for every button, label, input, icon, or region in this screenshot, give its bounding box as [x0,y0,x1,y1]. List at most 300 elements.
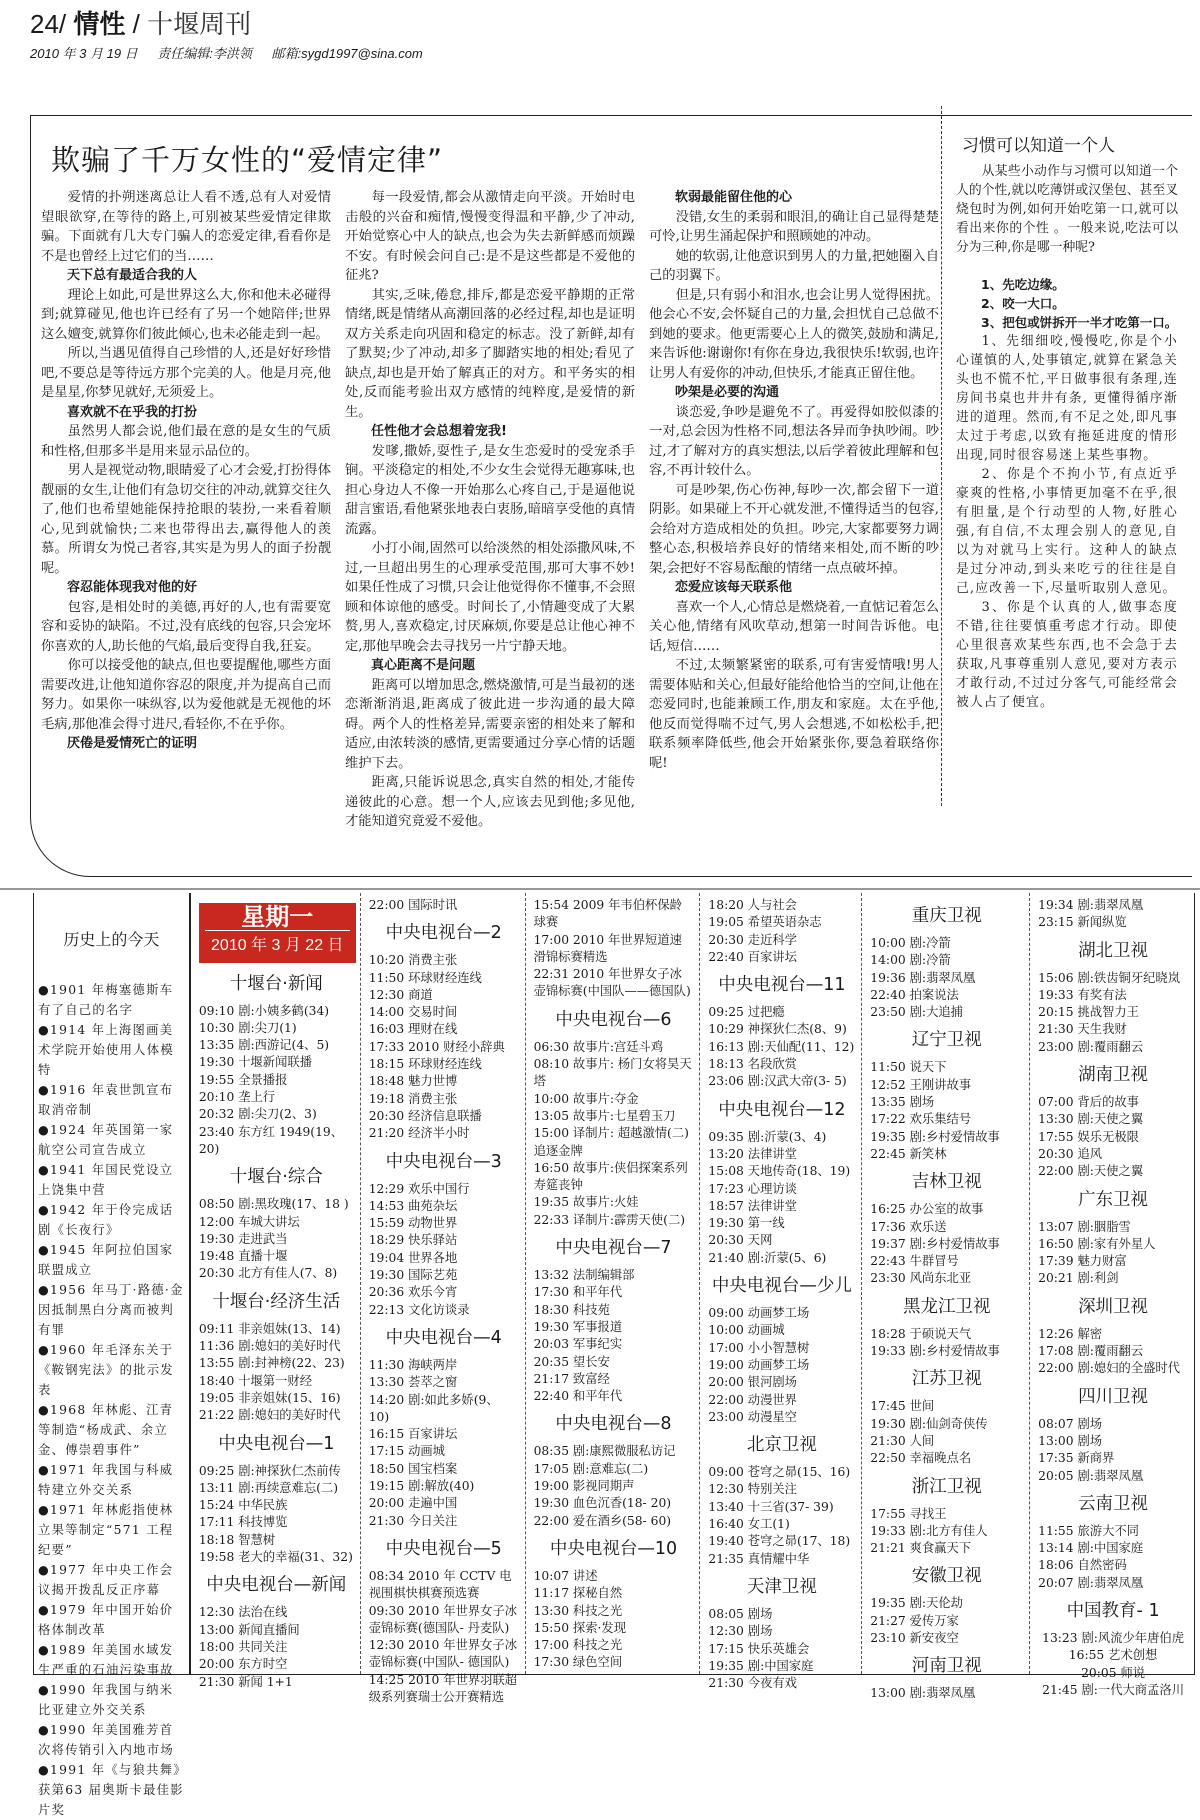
program-item: 22:00 剧:天使之翼 [1038,1164,1144,1179]
program-item: 17:00 科技之光 [533,1638,623,1653]
program-item: 20:07 剧:翡翠凤凰 [1038,1575,1144,1590]
program-item: 13:11 剧:再续意难忘(二) [198,1480,339,1495]
program-item: 18:48 魅力世博 [368,1074,458,1089]
program-item: 21:22 剧:媳妇的美好时代 [198,1408,341,1423]
channel-name: 十堰台·综合 [229,1167,323,1188]
program-item: 19:30 走进武当 [198,1231,288,1246]
program-item: 23:00 剧:覆雨翻云 [1038,1039,1144,1054]
channel-block [199,1574,354,1690]
program-item: 22:13 文化访谈录 [368,1302,470,1317]
article-paragraph: 她的软弱,让他意识到男人的力量,把她圈入自己的羽翼下。 [649,248,939,283]
program-item: 12:00 车城大讲坛 [198,1214,300,1229]
article-paragraph: 但是,只有弱小和泪水,也会让男人觉得困扰。他会心不安,会怀疑自己的力量,会担忧自己总做不到她的要求。他更需要心上人的微笑,鼓励和满足,来告诉他:谢谢你!有你在身边,我很快乐!软弱,也许让男人有爱你的冲动,但快乐,才能真正留住他。 [649,287,939,381]
program-item: 20:30 经济信息联播 [368,1108,482,1123]
article-columns [41,188,953,832]
program-item: 14:20 剧:如此多娇(9、10) [368,1392,499,1424]
program-item: 16:40 女工(1) [708,1517,790,1532]
email: 邮箱:sygd1997@sina.com [271,46,423,61]
program-item: 19:30 国际艺苑 [368,1268,458,1283]
article-subheading: 任性他才会总想着宠我! [371,424,507,439]
sidebar-paragraph: 2、你是个不拘小节,有点近乎豪爽的性格,小事情更加毫不在乎,很有胆量,是个行动型的人物,好胜心强,有自信,不太理会别人的意见,自以为对就马上实行。这种人的缺点是过分冲动,到头来吃亏的往往是自己,应改善一下,尽量听取别人意见。 [956,467,1178,596]
program-item: 15:54 2009 年韦伯杯保龄球赛 [533,898,682,930]
article-paragraph: 没错,女生的柔弱和眼泪,的确让自己显得楚楚可怜,让男生涌起保护和照顾她的冲动。 [649,209,939,244]
program-item: 13:30 科技之光 [533,1603,623,1618]
channel-name: 四川卫视 [1078,1386,1149,1407]
program-item: 16:03 理财在线 [368,1022,458,1037]
program-item: 18:20 人与社会 [708,898,797,912]
history-item: ●1977 年中央工作会议揭开拨乱反正序幕 [38,1563,174,1597]
program-item: 21:20 经济半小时 [368,1126,470,1141]
history-item: ●1945 年阿拉伯国家联盟成立 [38,1243,174,1277]
article-title: 欺骗了千万女性的“爱情定律” [51,143,444,177]
article-paragraph: 虽然男人都会说,他们最在意的是女生的气质和性格,但那多半是用来显示品位的。 [41,424,331,459]
program-item: 19:37 剧:乡村爱情故事 [870,1236,1000,1251]
program-item: 23:30 风尚东北亚 [870,1271,972,1286]
channel-name: 中央电视台—1 [218,1433,335,1454]
channel-name: 中国教育- 1 [1066,1601,1160,1622]
program-item: 22:00 爱在酒乡(58- 60) [533,1513,672,1528]
tv-column [526,893,701,1674]
article-column [649,188,939,832]
program-item: 16:25 办公室的故事 [870,1202,984,1217]
channel-name: 中央电视台—新闻 [206,1575,347,1596]
article-column [41,188,331,832]
article-paragraph: 所以,当遇见值得自己珍惜的人,还是好好珍惜吧,不要总是等待远方那个完美的人。他是月亮,他是星星,你梦见就好,无须爱上。 [41,346,331,400]
channel-name: 浙江卫视 [911,1476,982,1497]
day-banner [199,903,356,963]
sidebar-options [956,275,1178,332]
program-item: 13:00 剧场 [1038,1433,1103,1448]
program-item: 13:30 荟萃之窗 [368,1375,458,1390]
sidebar-title: 习惯可以知道一个人 [962,136,1115,156]
program-item: 14:25 2010 年世界羽联超级系列赛瑞士公开赛精选 [368,1672,518,1704]
section-name: 情性 [73,10,126,40]
program-item: 17:35 新商界 [1038,1451,1115,1466]
tv-column [700,893,862,1691]
program-item: 17:45 世间 [870,1399,935,1414]
article-subheading: 恋爱应该每天联系他 [675,580,793,595]
channel-name: 吉林卫视 [911,1172,982,1193]
program-item: 14:00 交易时间 [368,1005,458,1020]
article-paragraph: 喜欢一个人,心情总是燃烧着,一直惦记着怎么关心他,情绪有风吹草动,想第一时间告诉他。电话,短信…… [649,599,939,654]
program-item: 12:30 特别关注 [708,1482,797,1497]
program-item: 17:15 动画城 [368,1444,445,1459]
program-item: 22:45 新笑林 [870,1146,947,1161]
history-item: ●1971 年林彪指使林立果等制定“571 工程纪要” [38,1503,174,1557]
article-subheading: 厌倦是爱情死亡的证明 [67,736,198,751]
program-item: 13:00 剧:翡翠凤凰 [870,1686,976,1701]
program-item: 20:05 师说 [1081,1665,1146,1680]
program-item: 09:10 剧:小姨多鹤(34) [198,1003,330,1018]
program-item: 18:13 名段欣赏 [708,1057,797,1072]
program-item: 19:34 剧:翡翠凤凰 [1038,898,1144,912]
channel-block [369,922,519,1142]
program-item: 12:26 解密 [1038,1326,1103,1341]
article-subheading: 容忍能体现我对他的好 [67,580,198,595]
channel-block [369,897,519,914]
program-item: 19:35 剧:乡村爱情故事 [870,1129,1000,1144]
program-item: 20:30 走近科学 [708,932,797,947]
program-item: 20:05 剧:翡翠凤凰 [1038,1468,1144,1483]
article-subheading: 天下总有最适合我的人 [67,268,198,283]
channel-block [1038,1493,1188,1592]
program-item: 16:50 故事片:侠侣探案系列寿筵丧钟 [533,1160,688,1193]
channel-block [1038,1296,1188,1378]
article-paragraph: 不过,太频繁紧密的联系,可有害爱情哦!男人需要体贴和关心,但最好能给他恰当的空间,让他在恋爱同时,也能兼顾工作,朋友和家庭。太在乎他,他反而觉得喘不过气,男人会想逃,不如松松手,把联系频率降低些,他会开始紧张你,要急着联络你呢! [649,658,939,771]
program-item: 23:15 新闻纵览 [1038,915,1127,930]
program-item: 22:00 国际时讯 [368,898,458,912]
dashed-divider [941,106,942,806]
program-item: 08:07 剧场 [1038,1416,1103,1431]
program-item: 15:00 译制片: 超越激情(二)追逐金牌 [533,1126,689,1158]
program-item: 23:50 剧:大追捕 [870,1005,963,1020]
channel-name: 湖北卫视 [1078,940,1149,961]
program-item: 17:00 2010 年世界短道速滑锦标赛精选 [533,932,682,964]
history-item: ●1914 年上海图画美术学院开始使用人体模特 [38,1023,174,1077]
history-item: ●1956 年马丁·路德·金因抵制黑白分离而被判有罪 [38,1283,184,1337]
program-item: 16:55 艺术创想 [1068,1648,1158,1663]
program-item: 19:35 剧:中国家庭 [708,1658,814,1673]
channel-name: 中央电视台—4 [385,1327,502,1348]
channel-name: 十堰台·经济生活 [212,1291,341,1312]
program-item: 06:30 故事片:宫廷斗鸡 [533,1039,664,1054]
program-item: 13:14 剧:中国家庭 [1038,1541,1144,1556]
weekday: 星期一 [205,909,350,931]
history-item: ●1979 年中国开始价格体制改革 [38,1603,174,1637]
program-item: 18:50 国宝档案 [368,1461,458,1476]
channel-block [870,1655,1023,1702]
program-item: 17:30 绿色空间 [533,1655,623,1670]
program-item: 19:48 直播十堰 [198,1249,288,1264]
program-item: 13:40 十三省(37- 39) [708,1499,834,1514]
program-item: 19:30 剧:仙剑奇侠传 [870,1416,988,1431]
article-column [345,188,635,832]
program-item: 16:13 剧:天仙配(11、12) [708,1039,855,1054]
sidebar-option: 3、把包或饼拆开一半才吃第一口。 [981,315,1178,330]
article-subheading: 软弱最能留住他的心 [675,190,793,205]
channel-block [199,973,354,1159]
history-item: ●1991 年《与狼共舞》获第63 届奥斯卡最佳影片奖 [38,1763,184,1817]
program-item: 20:15 挑战智力王 [1038,1005,1139,1020]
history-item: ●1968 年林彪、江青等制造“杨成武、余立金、傅崇碧事件” [38,1403,174,1457]
editor: 责任编辑:李洪领 [157,46,252,61]
program-item: 21:30 今夜有戏 [708,1676,797,1691]
program-item: 21:17 致富经 [533,1371,610,1386]
channel-block [870,905,1023,1021]
program-item: 11:36 剧:媳妇的美好时代 [198,1339,341,1354]
program-item: 22:40 百家讲坛 [708,949,797,964]
channel-name: 中央电视台—3 [385,1151,502,1172]
program-item: 17:39 魅力财富 [1038,1254,1127,1269]
tv-listings [33,893,1195,1817]
history-item: ●1960 年毛泽东关于《鞍钢宪法》的批示发表 [38,1343,174,1397]
channel-name: 安徽卫视 [911,1566,982,1587]
channel-name: 中央电视台—10 [549,1538,678,1559]
program-item: 19:30 血色沉香(18- 20) [533,1496,672,1511]
channel-block [870,1296,1023,1361]
program-item: 20:32 剧:尖刀(2、3) [198,1107,317,1122]
program-item: 21:35 真情耀中华 [708,1551,810,1566]
program-item: 20:00 走遍中国 [368,1496,458,1511]
tv-column [191,893,361,1689]
program-item: 13:05 故事片:七星碧玉刀 [533,1108,676,1123]
channel-name: 深圳卫视 [1078,1296,1149,1317]
channel-name: 中央电视台—7 [555,1238,672,1259]
masthead [30,8,439,62]
program-item: 20:21 剧:利剑 [1038,1271,1119,1286]
program-item: 22:40 和平年代 [533,1389,623,1404]
program-item: 17:55 寻找王 [870,1506,947,1521]
channel-block [199,1433,354,1567]
history-item: ●1990 年美国雅芳首次将传销引入内地市场 [38,1723,174,1757]
article-paragraph: 爱情的扑朔迷离总让人看不透,总有人对爱情望眼欲穿,在等待的路上,可别被某些爱情定律欺骗。下面就有几大专门骗人的恋爱定律,看看你是不是也曾经上过它们的当…… [41,190,331,264]
program-item: 19:36 剧:翡翠凤凰 [870,970,976,985]
channel-name: 广东卫视 [1078,1189,1149,1210]
channel-block [534,1237,694,1405]
program-item: 13:35 剧:西游记(4、5) [198,1038,330,1053]
program-item: 15:24 中华民族 [198,1498,288,1513]
history-item: ●1989 年美国水域发生严重的石油污染事故 [38,1643,174,1677]
program-item: 08:05 剧场 [708,1606,773,1621]
history-item: ●1971 年我国与科威特建立外交关系 [38,1463,174,1497]
article-paragraph: 其实,乏味,倦怠,排斥,都是恋爱平静期的正常情绪,既是情绪从高潮回落的必经过程,却也是证明双方关系走向巩固和稳定的标志。没了新鲜,却有了默契;少了冲动,却多了脚踏实地的相处;看见了缺点,却也是开始了解真正的对方。和平务实的相处,反而能考验出双方感情的纯粹度,是爱情的新生。 [345,287,635,420]
program-item: 11:30 海峡两岸 [368,1357,458,1372]
program-item: 17:11 科技博览 [198,1515,288,1530]
program-item: 19:40 苍穹之昴(17、18) [708,1534,851,1549]
history-item: ●1901 年梅塞德斯车有了自己的名字 [38,983,174,1017]
program-item: 19:05 非亲姐妹(15、16) [198,1390,341,1405]
program-item: 17:00 小小智慧树 [708,1340,810,1355]
sidebar-article [956,131,1178,712]
program-item: 13:20 法律讲堂 [708,1146,797,1161]
program-item: 19:15 剧:解放(40) [368,1479,475,1494]
article-paragraph: 小打小闹,固然可以给淡然的相处添撒风味,不过,一旦超出男生的心理承受范围,那可大事不妙!如果任性成了习惯,只会让他觉得你不懂事,不会照顾和体谅他的感受。时间长了,小情趣变成了大累赘,男人,喜欢稳定,讨厌麻烦,你要是总让他心神不定,那他早晚会去寻找另一片宁静天地。 [345,541,635,654]
channel-block [708,1275,855,1426]
program-item: 20:00 银河剧场 [708,1375,797,1390]
program-item: 09:25 过把瘾 [708,1005,785,1020]
program-item: 22:33 译制片:霹雳天使(二) [533,1212,686,1227]
sidebar-option: 1、先吃边缘。 [981,277,1065,292]
program-item: 19:55 全景播报 [198,1072,288,1087]
program-item: 18:15 环球财经连线 [368,1057,482,1072]
program-item: 10:29 神探狄仁杰(8、9) [708,1022,847,1037]
program-item: 22:31 2010 年世界女子冰壶锦标赛(中国队——德国队) [533,967,691,999]
channel-name: 中央电视台—少儿 [711,1276,852,1297]
program-item: 19:30 第一线 [708,1216,785,1231]
program-item: 12:30 2010 年世界女子冰壶锦标赛(中国队- 德国队) [368,1638,518,1670]
program-item: 08:35 剧:康熙微服私访记 [533,1444,676,1459]
channel-block [870,1368,1023,1467]
main-article [30,115,1192,877]
program-item: 19:30 十堰新闻联播 [198,1055,312,1070]
program-item: 23:00 动漫星空 [708,1409,797,1424]
program-item: 20:30 北方有佳人(7、8) [198,1266,338,1281]
program-item: 17:36 欢乐送 [870,1219,947,1234]
article-subheading: 真心距离不是问题 [371,658,476,673]
program-item: 15:59 动物世界 [368,1216,458,1231]
program-item: 11:50 环球财经连线 [368,970,482,985]
program-item: 09:30 2010 年世界女子冰壶锦标赛(德国队- 丹麦队) [368,1603,518,1635]
program-item: 20:30 天网 [708,1233,773,1248]
program-item: 13:23 剧:风流少年唐伯虎 [1042,1631,1184,1646]
program-item: 19:18 消费主张 [368,1091,458,1106]
program-item: 19:33 有奖有法 [1038,987,1127,1002]
program-item: 23:10 新安夜空 [870,1631,959,1646]
channel-block [369,1327,519,1530]
history-title: 历史上的今天 [63,930,160,949]
program-item: 11:17 探秘自然 [533,1586,623,1601]
separator: / [132,9,140,39]
program-item: 22:00 剧:媳妇的全盛时代 [1038,1361,1181,1376]
listing-date: 2010 年 3 月 22 日 [211,937,344,955]
section-divider [0,888,1200,890]
program-item: 13:00 新闻直播间 [198,1622,300,1637]
channel-block [199,1291,354,1425]
tv-column [1030,893,1194,1697]
article-paragraph: 男人是视觉动物,眼睛爱了心才会爱,打扮得体靓丽的女生,让他们有急切交往的冲动,就算交往久了,他们也希望她能保持抢眼的装扮,一来看着顺心,见到就愉快;二来也带得出去,赢得他人的羡慕。所谓女为悦己者容,其实是为男人的面子扮靓呢。 [41,463,331,576]
issue-date: 2010 年 3 月 19 日 [30,46,138,61]
sidebar-option: 2、咬一大口。 [981,296,1065,311]
program-item: 20:30 追风 [1038,1146,1103,1161]
program-item: 17:05 剧:意难忘(二) [533,1461,649,1476]
channel-block [1038,1189,1188,1288]
program-item: 18:30 科技苑 [533,1302,610,1317]
program-item: 18:18 智慧树 [198,1532,276,1547]
program-item: 14:53 曲苑杂坛 [368,1198,458,1213]
channel-block [708,1099,855,1267]
program-item: 21:30 新闻 1+1 [198,1674,293,1689]
tv-column [361,893,526,1704]
program-item: 19:35 故事片:火娃 [533,1195,639,1210]
channel-block [534,1538,694,1672]
program-item: 11:50 说天下 [870,1060,947,1075]
sidebar-paragraph: 3、你是个认真的人,做事态度不错,往往要慎重考虑才行动。即使心里很喜欢某些东西,也不会急于去获取,凡事尊重别人意见,要对方表示才敢行动,不过过分客气,可能经常会被人占了便宜。 [956,600,1178,710]
program-item: 10:20 消费主张 [368,953,458,968]
program-item: 18:29 快乐驿站 [368,1233,458,1248]
article-subheading: 吵架是必要的沟通 [675,385,780,400]
program-item: 21:40 剧:沂蒙(5、6) [708,1250,827,1265]
program-item: 20:35 望长安 [533,1354,610,1369]
channel-block [870,1171,1023,1287]
tv-column [862,893,1030,1701]
article-paragraph: 谈恋爱,争吵是避免不了。再爱得如胶似漆的一对,总会因为性格不同,想法各异而争执吵闹。吵过,才了解对方的真实想法,以后学着彼此理解和包容,不再计较什么。 [649,404,939,478]
program-item: 17:15 快乐英雄会 [708,1641,810,1656]
channel-name: 中央电视台—5 [385,1538,502,1559]
channel-block [708,897,855,966]
program-item: 17:55 娱乐无极限 [1038,1129,1139,1144]
program-item: 09:00 苍穹之昴(15、16) [708,1465,851,1480]
channel-name: 云南卫视 [1078,1493,1149,1514]
program-item: 10:30 剧:尖刀(1) [198,1020,297,1035]
program-item: 19:35 剧:天伦劫 [870,1596,963,1611]
program-item: 21:30 今日关注 [368,1513,458,1528]
history-item: ●1916 年袁世凯宣布取消帝制 [38,1083,174,1117]
program-item: 21:21 爽食赢天下 [870,1541,972,1556]
channel-block [870,1476,1023,1558]
program-item: 12:30 商道 [368,987,433,1002]
program-item: 13:07 剧:胭脂雪 [1038,1219,1131,1234]
channel-block [1038,1600,1188,1699]
program-item: 19:33 剧:北方有佳人 [870,1523,988,1538]
channel-name: 中央电视台—11 [718,975,846,996]
history-item: ●1990 年我国与纳米比亚建立外交关系 [38,1683,174,1717]
channel-name: 黑龙江卫视 [902,1296,991,1317]
program-item: 22:40 拍案说法 [870,987,959,1002]
program-item: 15:06 剧:铁齿铜牙纪晓岚 [1038,970,1181,985]
channel-name: 中央电视台—8 [555,1414,672,1435]
channel-name: 天津卫视 [746,1576,817,1597]
program-item: 15:50 探索·发现 [533,1620,627,1635]
program-item: 19:33 剧:乡村爱情故事 [870,1344,1000,1359]
program-item: 23:06 剧:汉武大帝(3- 5) [708,1074,847,1089]
program-item: 20:03 军事纪实 [533,1337,623,1352]
program-item: 10:00 故事片:夺金 [533,1091,639,1106]
program-item: 20:36 欢乐今宵 [368,1285,458,1300]
channel-block [369,1151,519,1319]
program-item: 13:55 剧:封神榜(22、23) [198,1356,345,1371]
channel-name: 中央电视台—2 [385,923,502,944]
program-item: 08:10 故事片: 杨门女将昊天塔 [533,1057,692,1089]
program-item: 16:50 剧:家有外星人 [1038,1236,1156,1251]
article-paragraph: 每一段爱情,都会从激情走向平淡。开始时电击般的兴奋和痴情,慢慢变得温和平静,少了冲动,开始觉察心中人的缺点,也会为失去新鲜感而烦躁不安。有时候会问自己:是不是这些都是不爱他的征兆? [345,190,635,283]
page-number: 24/ [30,9,67,39]
channel-name: 重庆卫视 [911,906,982,926]
program-item: 23:40 东方红 1949(19、20) [198,1124,344,1156]
sidebar-paragraphs [956,332,1178,712]
article-paragraph: 距离,只能诉说思念,真实自然的相处,才能传递彼此的心意。想一个人,应该去见到他;多见他,才能知道究竟爱不爱他。 [345,775,635,829]
program-item: 18:57 法律讲堂 [708,1198,797,1213]
channel-block [1038,1386,1188,1485]
program-item: 18:00 共同关注 [198,1639,288,1654]
article-paragraph: 发嗲,撒娇,耍性子,是女生恋爱时的受宠杀手锏。平淡稳定的相处,不少女生会觉得无趣寡味,也担心身边人不像一开始那么心疼自己,于是逼他说甜言蜜语,看他紧张地表白衷肠,暗暗享受他的真情流露。 [345,443,635,537]
program-item: 19:00 影视同期声 [533,1479,635,1494]
program-item: 11:55 旅游大不同 [1038,1523,1139,1538]
program-item: 18:28 于硕说天气 [870,1326,972,1341]
channel-block [870,1565,1023,1647]
channel-block [534,1413,694,1529]
sidebar-intro: 从某些小动作与习惯可以知道一个人的个性,就以吃薄饼或汉堡包、甚至叉烧包时为例,如何开始吃第一口,就可以看出来你的个性 。一般来说,吃法可以分为三种,你是哪一种呢? [956,164,1178,255]
channel-block [199,1166,354,1282]
channel-name: 中央电视台—12 [718,1099,846,1120]
article-paragraph: 包容,是相处时的美德,再好的人,也有需要宽容和妥协的缺陷。不过,没有底线的包容,只会宠坏你喜欢的人,助长他的气焰,最后变得自我,狂妄。 [41,599,331,654]
program-item: 10:00 剧:冷箭 [870,936,951,950]
history-item: ●1924 年英国第一家航空公司宣告成立 [38,1123,174,1157]
program-item: 13:30 剧:天使之翼 [1038,1112,1144,1127]
program-item: 19:05 希望英语杂志 [708,915,822,930]
program-item: 14:00 剧:冷箭 [870,953,951,968]
program-item: 21:45 剧:一代大商孟洛川 [1042,1682,1184,1697]
program-item: 09:00 动画梦工场 [708,1306,810,1321]
program-item: 12:29 欢乐中国行 [368,1181,470,1196]
program-item: 18:40 十堰第一财经 [198,1373,312,1388]
program-item: 17:08 剧:覆雨翻云 [1038,1344,1144,1359]
program-item: 12:52 王刚讲故事 [870,1077,972,1092]
channel-name: 中央电视台—6 [555,1009,672,1030]
paper-name: 十堰周刊 [147,10,252,40]
program-item: 15:08 天地传奇(18、19) [708,1164,851,1179]
channel-name: 河南卫视 [911,1656,982,1677]
channel-name: 湖南卫视 [1078,1065,1149,1086]
channel-block [1038,1064,1188,1180]
program-item: 16:15 百家讲坛 [368,1427,458,1442]
program-item: 22:43 牛群冒号 [870,1254,959,1269]
article-paragraph: 可是吵架,伤心伤神,每吵一次,都会留下一道阴影。如果碰上不开心就发泄,不懂得适当的包容,会给对方造成相处的负担。吵完,大家都要努力调整心态,积极培养良好的情绪来相处,而不断的吵架,会把好不容易酝酿的情绪一点点破坏掉。 [649,482,939,576]
channel-block [1038,940,1188,1056]
program-item: 10:00 动画城 [708,1323,785,1338]
program-item: 21:30 天生我财 [1038,1022,1127,1037]
article-paragraph: 你可以接受他的缺点,但也要提醒他,哪些方面需要改进,让他知道你容忍的限度,并为提高自己而努力。如果你一味纵容,以为爱他就是无视他的坏毛病,那他准会得寸进尺,看轻你,不在乎你。 [41,658,331,732]
program-item: 13:32 法制编辑部 [533,1268,635,1283]
